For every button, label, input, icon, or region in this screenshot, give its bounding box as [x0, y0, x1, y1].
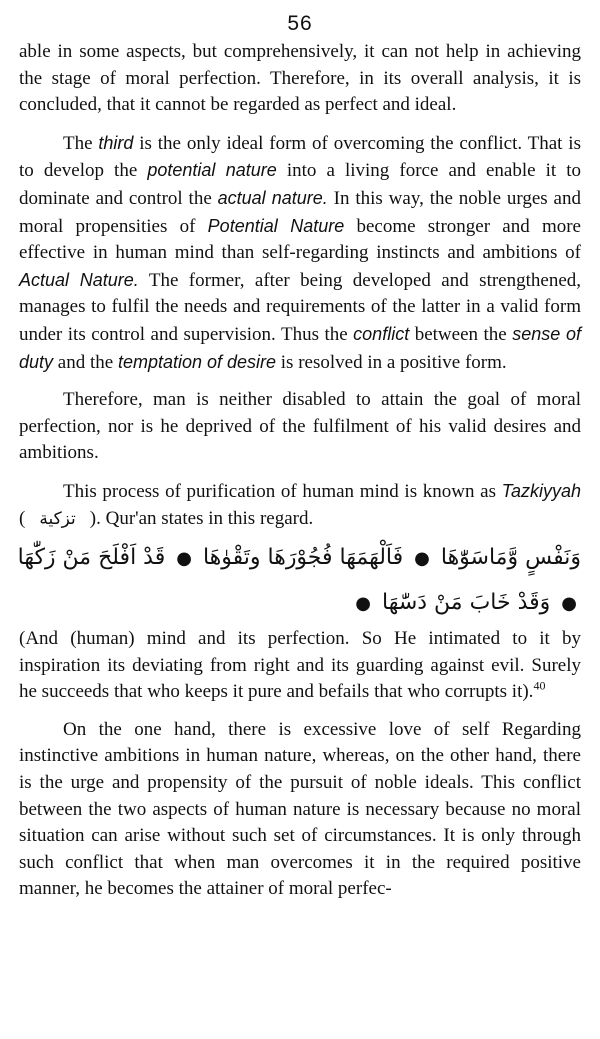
verse-part: فَاَلْهَمَهَا فُجُوْرَهَا وتَقْوٰهَا [202, 545, 404, 571]
footnote-reference[interactable]: 40 [533, 678, 546, 693]
text-run: ( [19, 507, 26, 529]
text-run: This process of purification of human mind is known as [63, 480, 502, 502]
emphasis-tazkiyyah: Tazkiyyah [501, 480, 581, 501]
page [19, 0, 581, 903]
emphasis-potential-nature: potential nature [147, 160, 277, 181]
text-run: is the only ideal form of overcoming the conflict. That is to develop the [19, 132, 581, 182]
emphasis-potential-nature-cap: Potential Nature [207, 215, 345, 236]
paragraph-gap [19, 119, 581, 130]
verse-separator: ● [176, 548, 192, 570]
verse-separator: ● [414, 548, 430, 570]
paragraph-2 [19, 130, 581, 376]
translation-text: (And (human) mind and its perfection. So He intimated to it by inspiration its deviating from right and its guarding against evil. Surely he succeeds that who keeps it pure and befails that who corrupts it). [19, 628, 581, 703]
paragraph-gap [19, 706, 581, 717]
text-run: ). Qur'an states in this regard. [89, 507, 314, 529]
text-run: is resolved in a positive form. [276, 351, 507, 373]
text-run: and the [53, 351, 118, 373]
text-run: The former, after being developed and strengthened, manages to fulfil the needs and requirements of the latter in a valid form under its control and supervision. Thus the [19, 269, 582, 345]
paragraph-1: able in some aspects, but comprehensively, it can not help in achieving the stage of moral perfection. Therefore, in its overall analysis, it is concluded, that it cannot be regarded as perfect and ideal. [19, 41, 581, 116]
quran-verse-line-2 [19, 581, 581, 626]
paragraph-4 [19, 478, 581, 532]
paragraph-gap [19, 376, 581, 387]
verse-separator: ● [561, 593, 577, 615]
emphasis-temptation-of-desire: temptation of desire [117, 351, 277, 372]
verse-part: قَدْ اَفْلَحَ مَنْ زَكّٰهَا [17, 545, 166, 571]
text-run: The [63, 132, 99, 154]
emphasis-third: third [98, 132, 134, 153]
verse-part: وَقَدْ خَابَ مَنْ دَسّٰهَا [381, 590, 551, 616]
verse-separator: ● [355, 593, 371, 615]
text-run: In this way, the noble urges and moral propensities of [19, 187, 581, 237]
paragraph-6: On the one hand, there is excessive love of self Regarding instinctive ambitions in human nature, whereas, on the other hand, there is the urge and propensity of the pursuit of noble ideals. This conflict between the two aspects of human nature is necessary because no moral situation can arise without such set of circumstances. It is only through such conflict that when man overcomes it in the required positive manner, he becomes the attainer of moral perfec- [19, 718, 581, 900]
emphasis-conflict: conflict [353, 323, 410, 344]
emphasis-sense-of-duty: sense of duty [19, 323, 582, 372]
paragraph-5-translation [19, 626, 581, 706]
text-run: into a living force and enable it to dominate and control the [19, 160, 582, 209]
arabic-term: تزكية [39, 508, 76, 529]
emphasis-actual-nature: actual nature. [217, 187, 328, 208]
paragraph-gap [19, 467, 581, 478]
text-run: between the [409, 323, 513, 345]
paragraph-3: Therefore, man is neither disabled to attain the goal of moral perfection, nor is he deprived of the fulfilment of his valid desires and ambitions. [19, 389, 581, 464]
text-run: become stronger and more effective in human mind than self-regarding instincts and ambitions of [19, 215, 581, 264]
verse-part: وَنَفْسٍ وَّمَاسَوّٰهَا [440, 545, 581, 571]
page-number: 56 [287, 12, 313, 35]
emphasis-actual-nature-cap: Actual Nature. [19, 269, 139, 290]
quran-verse-line-1 [19, 536, 581, 581]
